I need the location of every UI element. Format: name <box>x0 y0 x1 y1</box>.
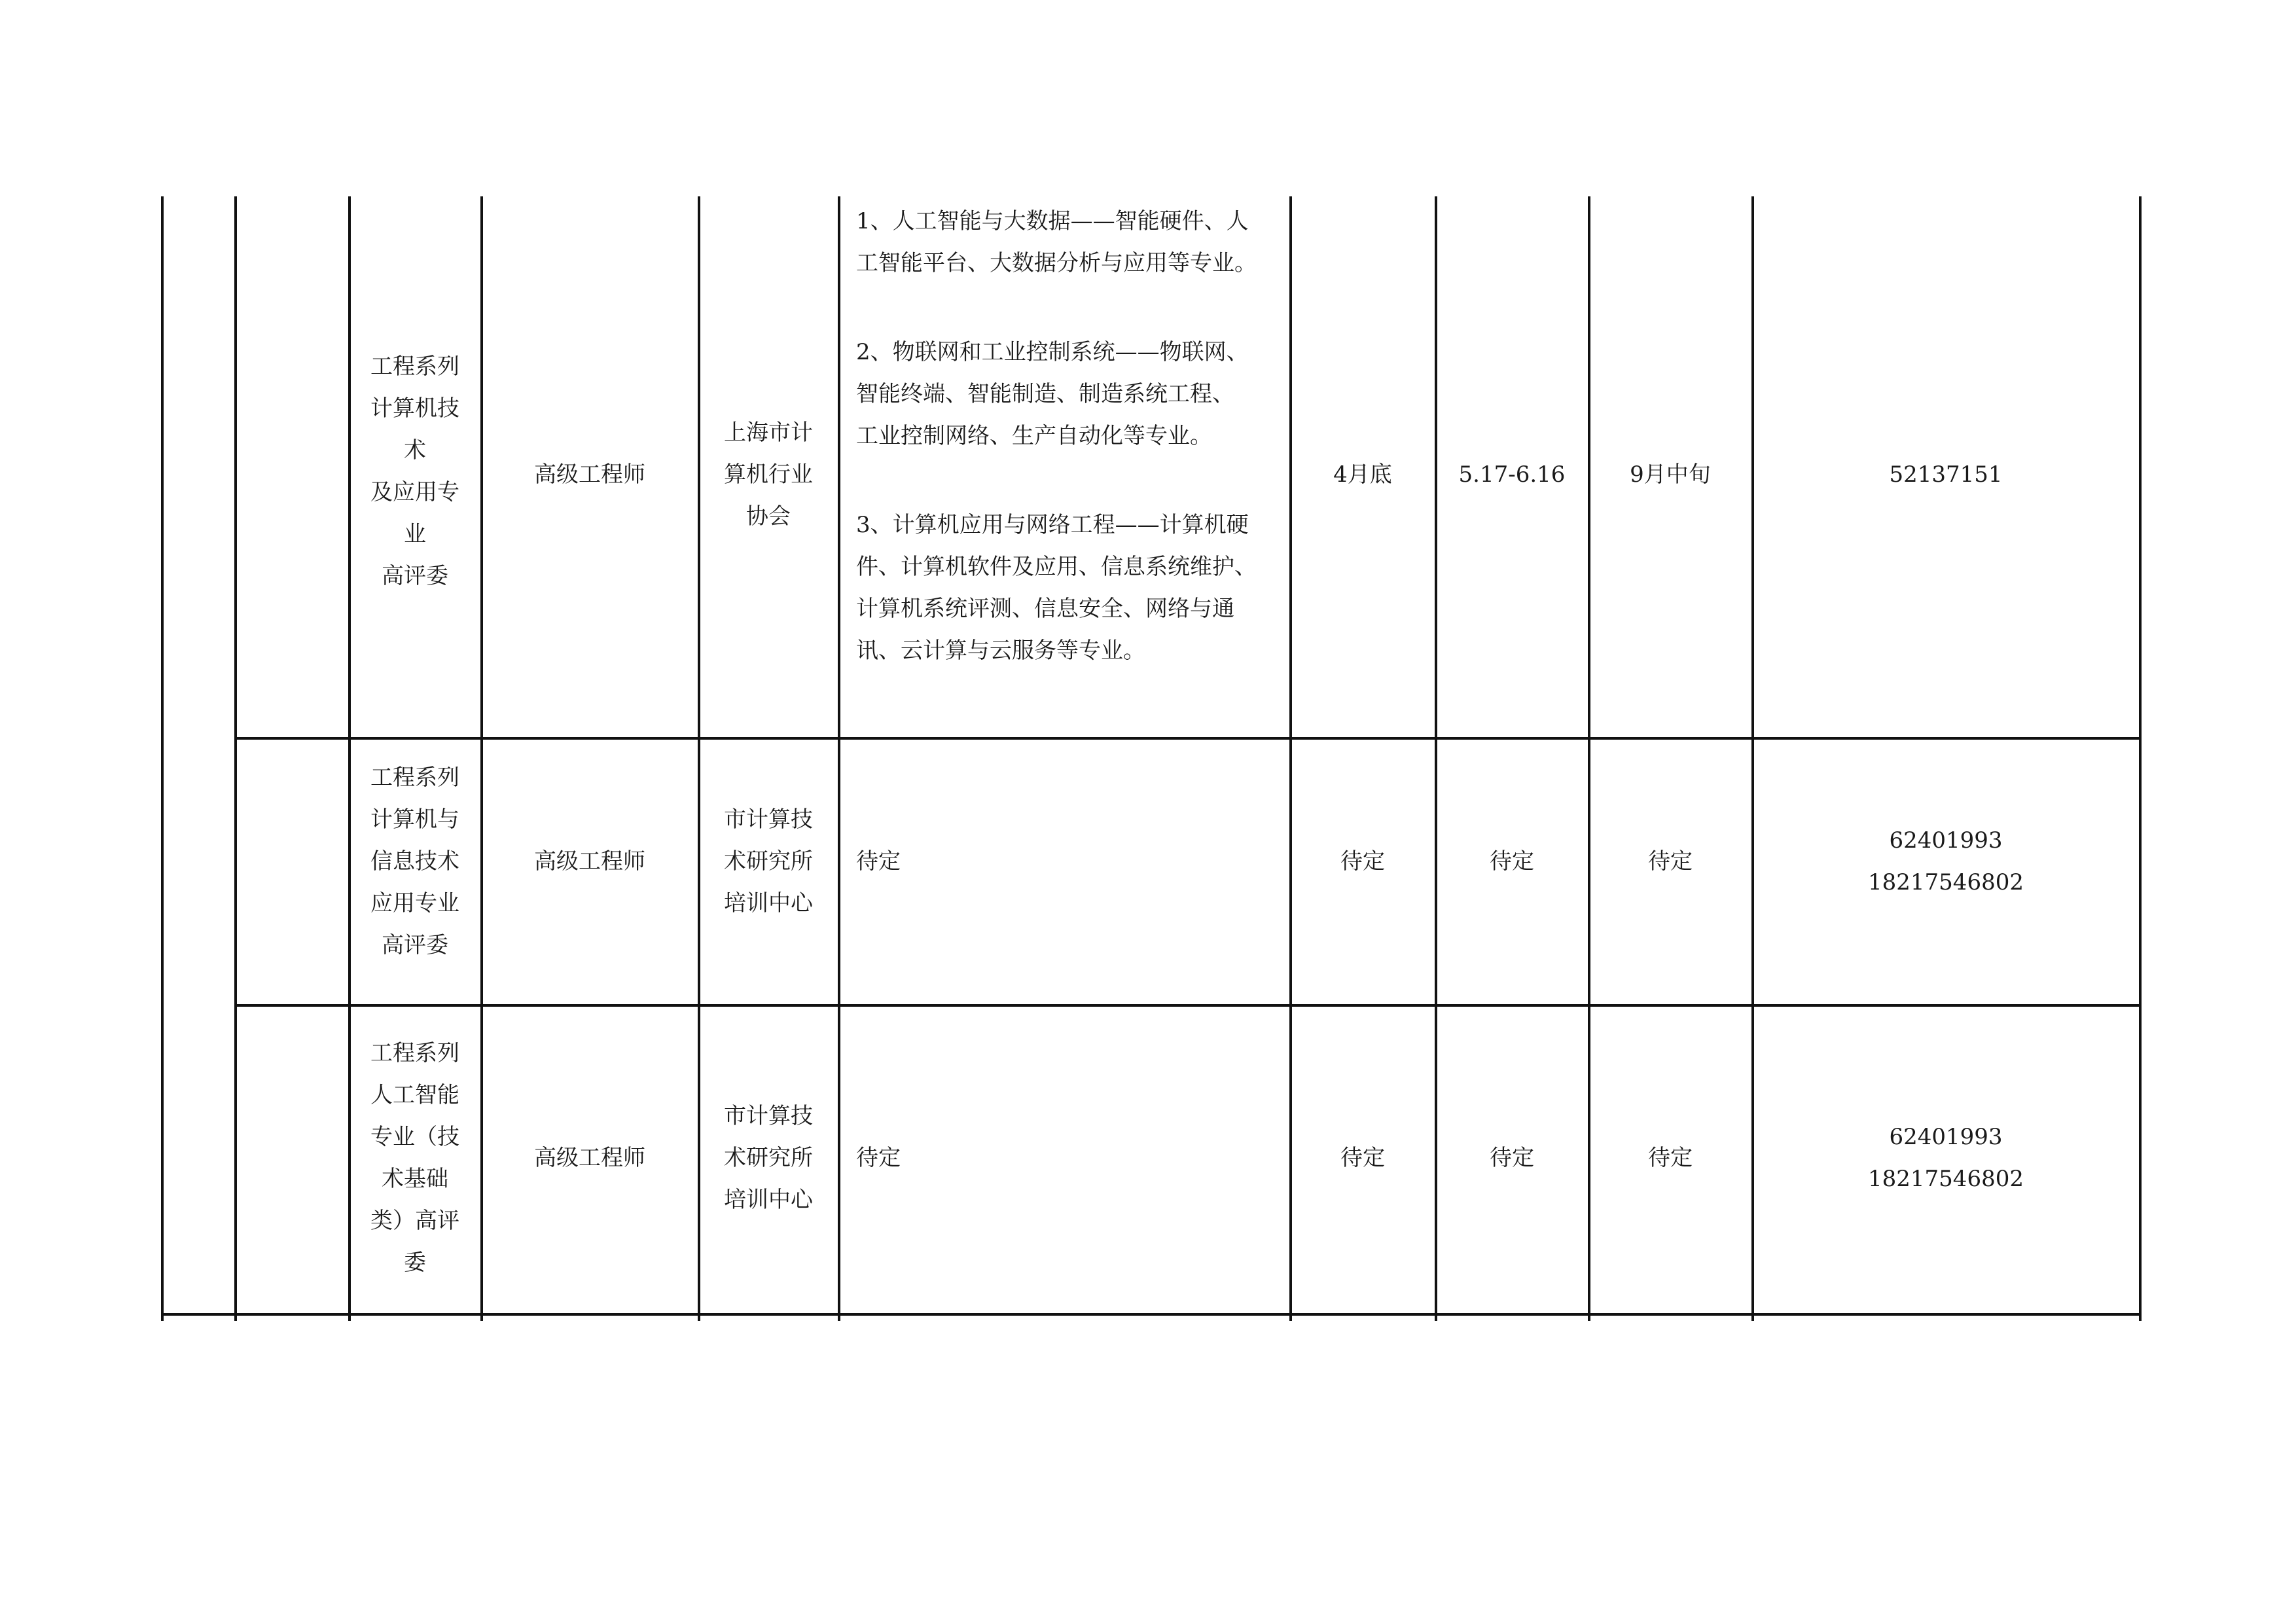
table-border-right <box>2139 196 2142 1321</box>
contact-cell <box>1753 740 2139 1004</box>
committee-line: 类）高评 <box>370 1208 459 1234</box>
column-divider <box>838 196 840 1321</box>
submit-time-text: 待定 <box>1490 848 1534 875</box>
scope-line: 计算机系统评测、信息安全、网络与通 <box>856 596 1234 622</box>
scope-line: 3、计算机应用与网络工程——计算机硬 <box>856 512 1249 538</box>
organizer-line: 上海市计 <box>724 420 813 446</box>
title-text: 高级工程师 <box>534 848 645 875</box>
committee-line: 术 <box>404 437 426 463</box>
table-border-left <box>161 196 164 1321</box>
review-time-text: 9月中旬 <box>1630 461 1711 488</box>
title-text: 高级工程师 <box>534 461 645 488</box>
review-time-text: 待定 <box>1648 1145 1693 1171</box>
submit-time-cell <box>1436 196 1588 737</box>
scope-line: 1、人工智能与大数据——智能硬件、人 <box>856 208 1249 234</box>
apply-time-text: 4月底 <box>1333 461 1392 488</box>
committee-line: 应用专业 <box>370 890 459 916</box>
scope-line: 2、物联网和工业控制系统——物联网、 <box>856 339 1249 365</box>
scope-cell <box>856 740 1288 1004</box>
submit-time-text: 待定 <box>1490 1145 1534 1171</box>
organizer-line: 培训中心 <box>724 890 813 916</box>
submit-time-cell <box>1436 1007 1588 1313</box>
review-time-cell <box>1589 196 1751 737</box>
title-cell <box>482 740 698 1004</box>
organizer-line: 市计算技 <box>724 806 813 833</box>
contact-phone: 18217546802 <box>1868 1166 2024 1192</box>
review-time-cell <box>1589 740 1751 1004</box>
committee-line: 术基础 <box>382 1166 448 1192</box>
title-text: 高级工程师 <box>534 1145 645 1171</box>
committee-line: 信息技术 <box>370 848 459 875</box>
organizer-cell <box>699 1007 838 1313</box>
committee-line: 高评委 <box>382 932 448 958</box>
committee-line: 高评委 <box>382 563 448 589</box>
title-cell <box>482 1007 698 1313</box>
contact-phone: 52137151 <box>1889 461 2003 488</box>
committee-cell <box>350 1007 480 1313</box>
committee-line: 业 <box>404 521 426 547</box>
committee-line: 计算机与 <box>370 806 459 833</box>
apply-time-cell <box>1291 740 1435 1004</box>
scope-line: 讯、云计算与云服务等专业。 <box>856 638 1145 664</box>
committee-line: 工程系列 <box>370 353 459 380</box>
title-cell <box>482 196 698 737</box>
organizer-line: 术研究所 <box>724 1145 813 1171</box>
scope-cell <box>856 200 1288 672</box>
scope-text: 待定 <box>856 848 901 875</box>
submit-time-cell <box>1436 740 1588 1004</box>
column-divider <box>234 196 237 1321</box>
review-time-text: 待定 <box>1648 848 1693 875</box>
apply-time-text: 待定 <box>1340 848 1385 875</box>
committee-line: 及应用专 <box>370 479 459 505</box>
contact-phone: 62401993 <box>1889 827 2003 854</box>
scope-line: 工智能平台、大数据分析与应用等专业。 <box>856 250 1257 276</box>
contact-phone: 62401993 <box>1889 1124 2003 1150</box>
committee-line: 计算机技 <box>370 395 459 422</box>
contact-phone: 18217546802 <box>1868 869 2024 895</box>
committee-line: 委 <box>404 1250 426 1276</box>
contact-cell <box>1753 1007 2139 1313</box>
committee-cell <box>350 196 480 737</box>
organizer-cell <box>699 196 838 737</box>
organizer-line: 术研究所 <box>724 848 813 875</box>
scope-text: 待定 <box>856 1145 901 1171</box>
apply-time-cell <box>1291 1007 1435 1313</box>
committee-line: 工程系列 <box>370 765 459 791</box>
organizer-line: 培训中心 <box>724 1187 813 1213</box>
scope-line: 智能终端、智能制造、制造系统工程、 <box>856 381 1234 407</box>
contact-cell <box>1753 196 2139 737</box>
organizer-line: 协会 <box>746 503 791 530</box>
submit-time-text: 5.17-6.16 <box>1458 461 1566 488</box>
organizer-line: 市计算技 <box>724 1103 813 1129</box>
committee-cell <box>350 740 480 1004</box>
organizer-line: 算机行业 <box>724 461 813 488</box>
review-time-cell <box>1589 1007 1751 1313</box>
committee-line: 工程系列 <box>370 1040 459 1066</box>
committee-line: 专业（技 <box>370 1124 459 1150</box>
table-border-bottom <box>161 1313 2142 1316</box>
committee-line: 人工智能 <box>370 1082 459 1108</box>
apply-time-text: 待定 <box>1340 1145 1385 1171</box>
organizer-cell <box>699 740 838 1004</box>
scope-line: 件、计算机软件及应用、信息系统维护、 <box>856 554 1257 580</box>
scope-line: 工业控制网络、生产自动化等专业。 <box>856 423 1212 449</box>
apply-time-cell <box>1291 196 1435 737</box>
scope-cell <box>856 1007 1288 1313</box>
